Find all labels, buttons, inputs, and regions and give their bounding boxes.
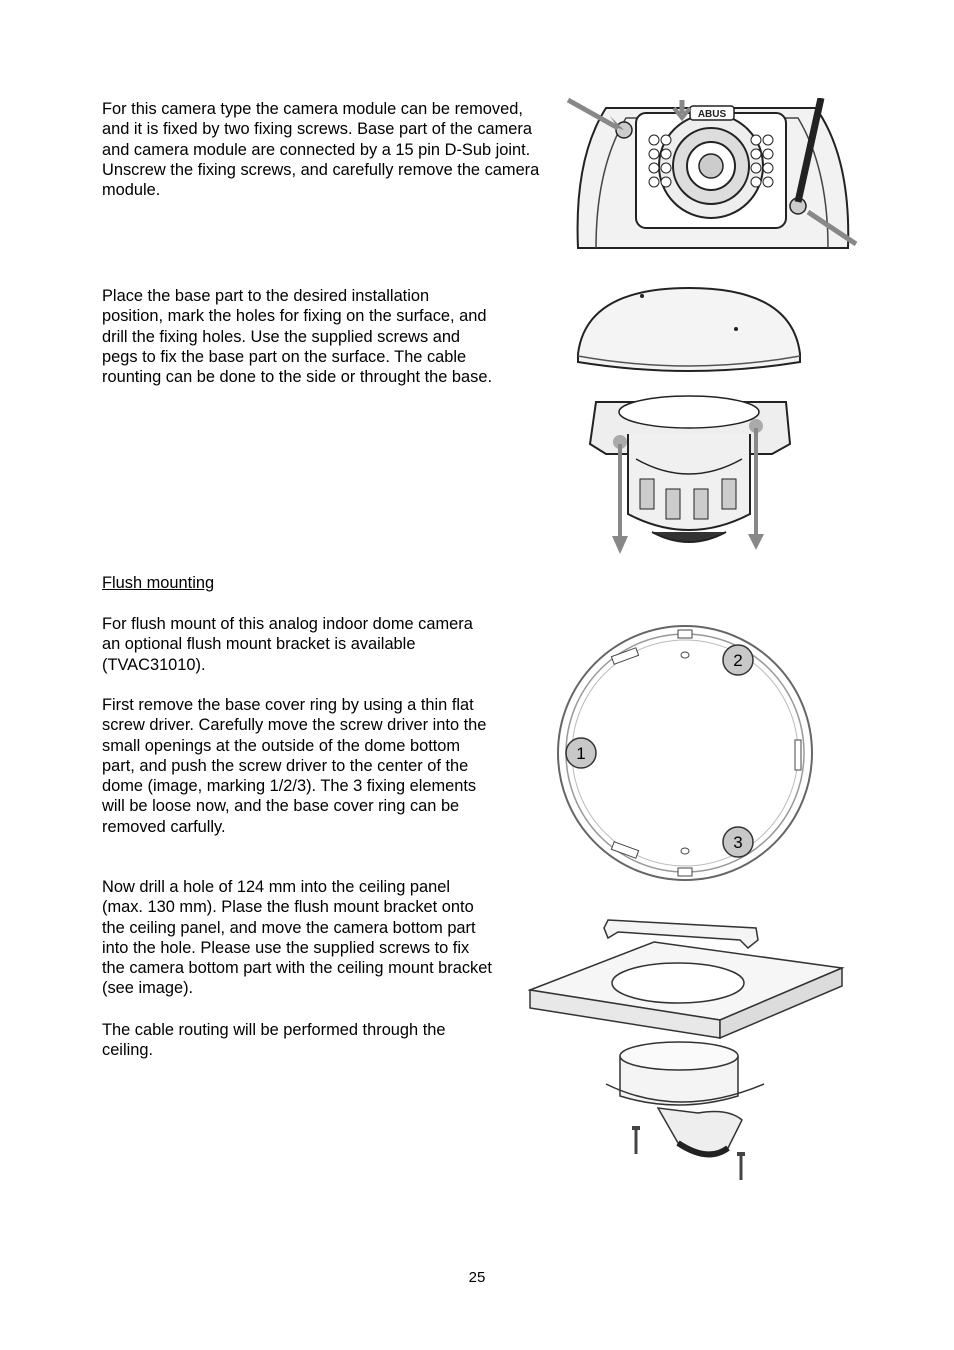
flush-mount-figure — [528, 908, 846, 1184]
flush-intro-text: For flush mount of this analog indoor dome camera an optional flush mount bracket is available (TVAC31010). — [102, 615, 473, 674]
ring-marker-3 — [723, 827, 753, 857]
ring-marker-2 — [723, 645, 753, 675]
ring-marker-1 — [566, 738, 596, 768]
ring-marker-1-label: 1 — [576, 744, 586, 763]
ring-marker-2-label: 2 — [733, 651, 743, 670]
camera-module-figure — [566, 98, 858, 250]
flush-mounting-heading: Flush mounting — [102, 574, 215, 592]
cover-ring-figure — [554, 622, 816, 884]
brand-logo: ABUS — [697, 109, 727, 120]
ring-marker-3-label: 3 — [733, 833, 743, 852]
base-installation-text: Place the base part to the desired installation position, mark the holes for fixing on the surface, and drill the fixing holes. Use the supplied screws and pegs to fix the base part on the surface. The cable rounting can be done to the side or throught the base. — [102, 287, 493, 387]
camera-module-removal-text: For this camera type the camera module can be removed, and it is fixed by two fixing screws. Base part of the camera and camera module are connected by a 15 pin D-Sub joint. Unscrew the fixing screws, and carefully remove the camera module. — [102, 100, 540, 200]
cover-ring-removal-text: First remove the base cover ring by using a thin flat screw driver. Carefully move the screw driver into the small openings at the outside of the dome bottom part, and push the screw driver to the center of the dome (image, marking 1/2/3). The 3 fixing elements will be loose now, and the base cover ring can be removed carfully. — [102, 696, 487, 836]
page-number: 25 — [468, 1269, 486, 1286]
base-mount-figure — [576, 284, 802, 556]
ceiling-drill-text: Now drill a hole of 124 mm into the ceiling panel (max. 130 mm). Plase the flush mount bracket onto the ceiling panel, and move the camera bottom part into the hole. Please use the supplied screws to fix the camera bottom part with the ceiling mount bracket (see image). — [102, 878, 492, 998]
cable-routing-text: The cable routing will be performed through the ceiling. — [102, 1021, 446, 1060]
